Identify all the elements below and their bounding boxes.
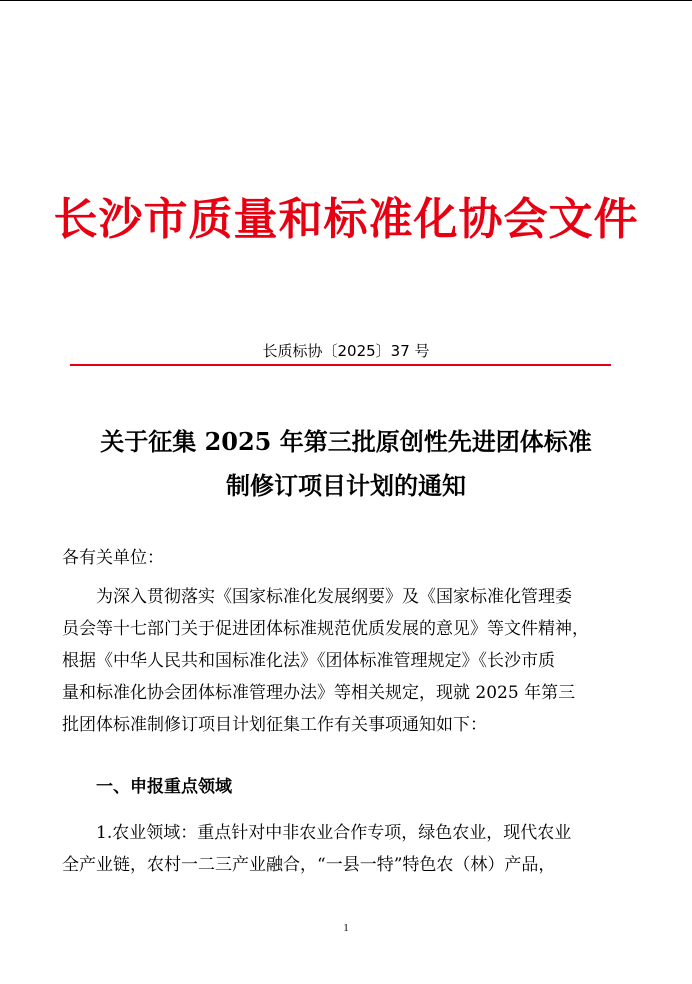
item-line: 1.农业领域：重点针对中非农业合作专项，绿色农业，现代农业 <box>96 823 572 843</box>
intro-line: 员会等十七部门关于促进团体标准规范优质发展的意见》等文件精神， <box>62 619 589 639</box>
section-heading-1: 一、申报重点领域 <box>96 777 232 797</box>
intro-line: 批团体标准制修订项目计划征集工作有关事项通知如下： <box>62 715 487 735</box>
notice-title-line-2: 制修订项目计划的通知 <box>226 471 466 500</box>
header-red-rule <box>70 364 611 366</box>
salutation: 各有关单位： <box>62 548 164 568</box>
section-1-item-1 <box>62 817 632 881</box>
notice-title-line-1: 关于征集 2025 年第三批原创性先进团体标准 <box>100 427 592 456</box>
intro-line: 量和标准化协会团体标准管理办法》等相关规定，现就 2025 年第三 <box>62 683 576 703</box>
document-header-title: 长沙市质量和标准化协会文件 <box>53 194 639 245</box>
intro-line: 为深入贯彻落实《国家标准化发展纲要》及《国家标准化管理委 <box>96 587 572 607</box>
notice-title <box>0 420 692 508</box>
intro-line: 根据《中华人民共和国标准化法》《团体标准管理规定》《长沙市质 <box>62 651 555 671</box>
document-number: 长质标协〔2025〕37 号 <box>262 342 430 360</box>
item-line: 全产业链，农村一二三产业融合，“一县一特”特色农（林）产品， <box>62 855 556 875</box>
intro-paragraph <box>62 581 632 741</box>
page-top-border <box>0 0 692 1</box>
page-number: 1 <box>343 922 349 934</box>
